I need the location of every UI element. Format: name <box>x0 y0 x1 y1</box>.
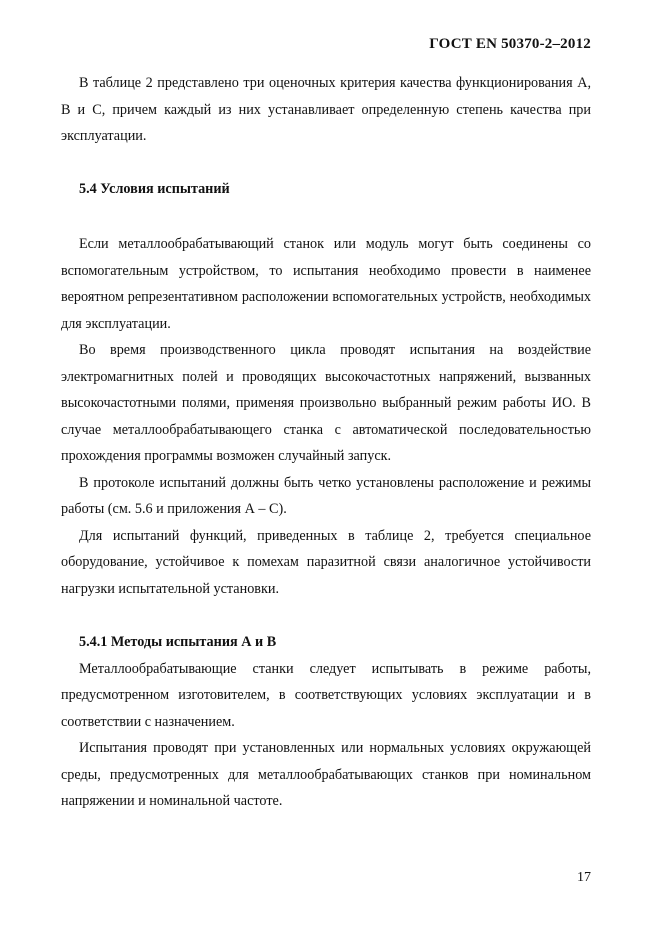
spacer <box>61 202 591 231</box>
spacer <box>61 602 591 629</box>
auxiliary-device-paragraph: Если металлообрабатывающий станок или модуль могут быть соединены со вспомогательным устройством, то испытания необходимо провести в наименее вероятном репрезентативном расположении вспомогательных устройств, необходимых для эксплуатации. <box>61 236 591 332</box>
standard-designation: ГОСТ EN 50370-2–2012 <box>429 36 591 52</box>
special-equipment-paragraph: Для испытаний функций, приведенных в таблице 2, требуется специальное оборудование, устойчивое к помехам паразитной связи аналогичное устойчивости нагрузки испытательной установки. <box>61 527 591 597</box>
document-body <box>61 70 591 815</box>
test-report-paragraph: В протоколе испытаний должны быть четко установлены расположение и режимы работы (см. 5.6 и приложения А – С). <box>61 474 591 517</box>
intro-paragraph: В таблице 2 представлено три оценочных критерия качества функционирования А, В и С, причем каждый из них устанавливает определенную степень качества при эксплуатации. <box>61 75 591 144</box>
section-5-4-1-heading: 5.4.1 Методы испытания А и В <box>79 634 277 650</box>
spacer <box>61 150 591 176</box>
production-cycle-paragraph: Во время производственного цикла проводят испытания на воздействие электромагнитных полей и проводящих высокочастотных напряжений, вызванных высокочастотными полями, применяя произвольно выбранный режим работы ИО. В случае металлообрабатывающего станка с автоматической последовательностью прохождения программы возможен случайный запуск. <box>61 342 591 464</box>
operating-mode-paragraph: Металлообрабатывающие станки следует испытывать в режиме работы, предусмотренном изготовителем, в соответствующих условиях эксплуатации и в соответствии с назначением. <box>61 660 591 730</box>
page-number: 17 <box>577 870 591 885</box>
section-5-4-heading: 5.4 Условия испытаний <box>79 180 230 197</box>
environmental-conditions-paragraph: Испытания проводят при установленных или нормальных условиях окружающей среды, предусмотренных для металлообрабатывающих станков при номинальном напряжении и номинальной частоте. <box>61 740 591 809</box>
